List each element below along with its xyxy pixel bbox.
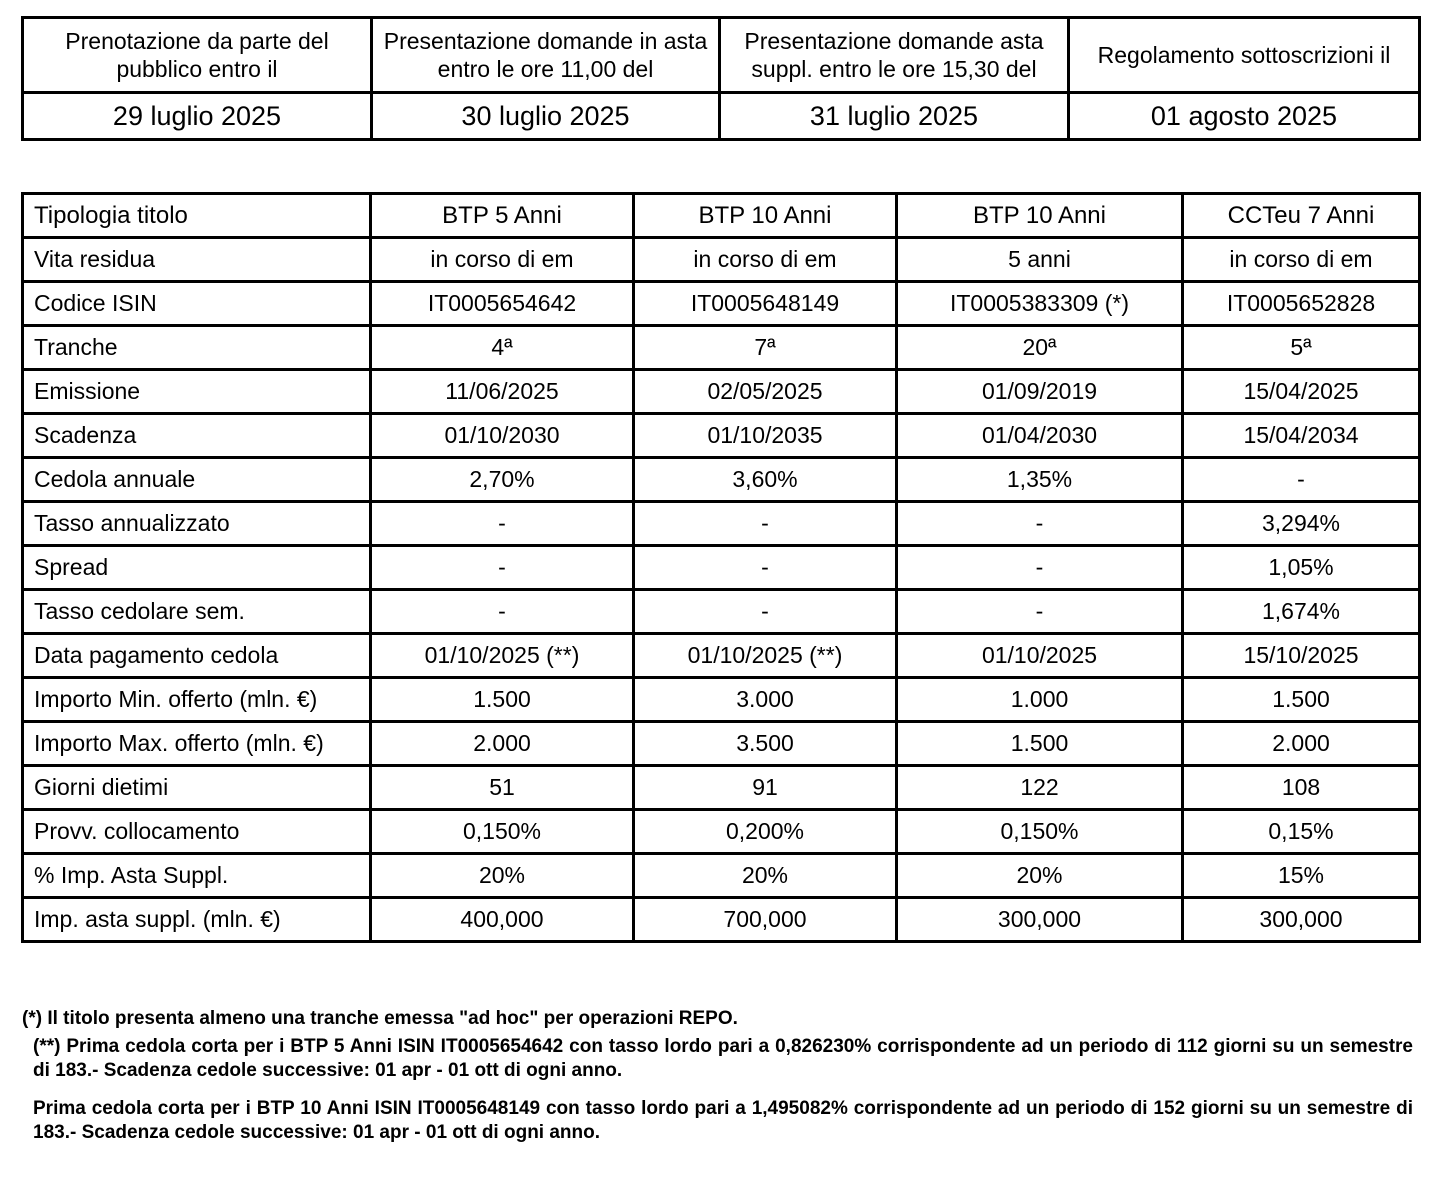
auction-schedule-table — [21, 16, 1421, 141]
schedule-header-supplementary-bids: Presentazione domande asta suppl. entro le ore 15,30 del — [720, 18, 1069, 93]
row-label-cell: Giorni dietimi — [23, 766, 371, 810]
value-cell: 700,000 — [634, 898, 897, 942]
value-cell: 3,60% — [634, 458, 897, 502]
value-cell: 01/10/2030 — [371, 414, 634, 458]
row-label-cell: Cedola annuale — [23, 458, 371, 502]
value-cell: IT0005654642 — [371, 282, 634, 326]
table-row — [23, 502, 1420, 546]
value-cell: 15% — [1183, 854, 1420, 898]
value-cell: 0,150% — [897, 810, 1183, 854]
value-cell: 20% — [897, 854, 1183, 898]
row-label-cell: Tasso cedolare sem. — [23, 590, 371, 634]
table-row — [23, 238, 1420, 282]
value-cell: 300,000 — [897, 898, 1183, 942]
header-cell-btp-5: BTP 5 Anni — [371, 194, 634, 238]
value-cell: 02/05/2025 — [634, 370, 897, 414]
table-row — [23, 634, 1420, 678]
value-cell: in corso di em — [634, 238, 897, 282]
value-cell: - — [897, 502, 1183, 546]
note-btp5-first-coupon: (**) Prima cedola corta per i BTP 5 Anni ISIN IT0005654642 con tasso lordo pari a 0,826230% corrispondente ad un periodo di 112 giorni su un semestre di 183.- Scadenza cedole successive: 01 apr - 01 ott di ogni anno. — [33, 1036, 1413, 1081]
value-cell: - — [897, 590, 1183, 634]
row-label-cell: Spread — [23, 546, 371, 590]
value-cell: 0,150% — [371, 810, 634, 854]
value-cell: in corso di em — [1183, 238, 1420, 282]
value-cell: - — [1183, 458, 1420, 502]
value-cell: 11/06/2025 — [371, 370, 634, 414]
value-cell: 5 anni — [897, 238, 1183, 282]
table-row — [23, 546, 1420, 590]
row-label-cell: Provv. collocamento — [23, 810, 371, 854]
header-cell-ccteu-7: CCTeu 7 Anni — [1183, 194, 1420, 238]
table-row — [23, 854, 1420, 898]
table-row — [23, 458, 1420, 502]
header-cell-btp-10-new: BTP 10 Anni — [634, 194, 897, 238]
value-cell: 108 — [1183, 766, 1420, 810]
table-row — [23, 722, 1420, 766]
value-cell: 3,294% — [1183, 502, 1420, 546]
table-row — [23, 590, 1420, 634]
value-cell: 7ª — [634, 326, 897, 370]
value-cell: 1,674% — [1183, 590, 1420, 634]
value-cell: 0,200% — [634, 810, 897, 854]
value-cell: 2,70% — [371, 458, 634, 502]
table-row — [23, 326, 1420, 370]
schedule-date-settlement: 01 agosto 2025 — [1069, 93, 1420, 140]
schedule-date-auction-bids: 30 luglio 2025 — [372, 93, 720, 140]
value-cell: 51 — [371, 766, 634, 810]
securities-header-row — [23, 194, 1420, 238]
schedule-header-auction-bids: Presentazione domande in asta entro le ore 11,00 del — [372, 18, 720, 93]
table-row — [23, 766, 1420, 810]
table-row — [23, 810, 1420, 854]
header-cell-label: Tipologia titolo — [23, 194, 371, 238]
value-cell: 1,35% — [897, 458, 1183, 502]
value-cell: 15/10/2025 — [1183, 634, 1420, 678]
row-label-cell: Scadenza — [23, 414, 371, 458]
schedule-header-booking: Prenotazione da parte del pubblico entro il — [23, 18, 372, 93]
table-row — [23, 898, 1420, 942]
row-label-cell: Tranche — [23, 326, 371, 370]
value-cell: 3.500 — [634, 722, 897, 766]
value-cell: 1,05% — [1183, 546, 1420, 590]
row-label-cell: Emissione — [23, 370, 371, 414]
value-cell: IT0005652828 — [1183, 282, 1420, 326]
row-label-cell: Vita residua — [23, 238, 371, 282]
value-cell: 20% — [634, 854, 897, 898]
value-cell: - — [371, 590, 634, 634]
value-cell: IT0005383309 (*) — [897, 282, 1183, 326]
value-cell: - — [634, 590, 897, 634]
schedule-header-settlement: Regolamento sottoscrizioni il — [1069, 18, 1420, 93]
value-cell: 20ª — [897, 326, 1183, 370]
value-cell: 01/10/2035 — [634, 414, 897, 458]
row-label-cell: Importo Min. offerto (mln. €) — [23, 678, 371, 722]
table-row — [23, 282, 1420, 326]
value-cell: 300,000 — [1183, 898, 1420, 942]
value-cell: 2.000 — [1183, 722, 1420, 766]
value-cell: 01/04/2030 — [897, 414, 1183, 458]
value-cell: 91 — [634, 766, 897, 810]
value-cell: 3.000 — [634, 678, 897, 722]
table-row — [23, 370, 1420, 414]
value-cell: - — [634, 546, 897, 590]
value-cell: 1.500 — [1183, 678, 1420, 722]
value-cell: - — [634, 502, 897, 546]
value-cell: 4ª — [371, 326, 634, 370]
value-cell: 5ª — [1183, 326, 1420, 370]
note-repo: (*) Il titolo presenta almeno una tranche emessa "ad hoc" per operazioni REPO. — [22, 1008, 738, 1029]
value-cell: 400,000 — [371, 898, 634, 942]
table-row — [23, 678, 1420, 722]
value-cell: 2.000 — [371, 722, 634, 766]
header-cell-btp-10-old: BTP 10 Anni — [897, 194, 1183, 238]
value-cell: 1.000 — [897, 678, 1183, 722]
value-cell: 15/04/2034 — [1183, 414, 1420, 458]
value-cell: 01/10/2025 (**) — [371, 634, 634, 678]
value-cell: - — [371, 546, 634, 590]
value-cell: 0,15% — [1183, 810, 1420, 854]
row-label-cell: % Imp. Asta Suppl. — [23, 854, 371, 898]
value-cell: 20% — [371, 854, 634, 898]
value-cell: 01/09/2019 — [897, 370, 1183, 414]
value-cell: - — [897, 546, 1183, 590]
schedule-dates-row — [23, 93, 1420, 140]
row-label-cell: Imp. asta suppl. (mln. €) — [23, 898, 371, 942]
value-cell: in corso di em — [371, 238, 634, 282]
value-cell: 1.500 — [371, 678, 634, 722]
value-cell: 01/10/2025 — [897, 634, 1183, 678]
row-label-cell: Importo Max. offerto (mln. €) — [23, 722, 371, 766]
value-cell: - — [371, 502, 634, 546]
schedule-date-supplementary-bids: 31 luglio 2025 — [720, 93, 1069, 140]
note-btp10-first-coupon: Prima cedola corta per i BTP 10 Anni ISIN IT0005648149 con tasso lordo pari a 1,495082% corrispondente ad un periodo di 152 giorni su un semestre di 183.- Scadenza cedole successive: 01 apr - 01 ott di ogni anno. — [33, 1098, 1413, 1143]
row-label-cell: Data pagamento cedola — [23, 634, 371, 678]
value-cell: 15/04/2025 — [1183, 370, 1420, 414]
row-label-cell: Codice ISIN — [23, 282, 371, 326]
securities-table — [21, 192, 1421, 943]
securities-table-body — [23, 194, 1420, 942]
schedule-header-row — [23, 18, 1420, 93]
schedule-date-booking: 29 luglio 2025 — [23, 93, 372, 140]
table-row — [23, 414, 1420, 458]
value-cell: IT0005648149 — [634, 282, 897, 326]
value-cell: 1.500 — [897, 722, 1183, 766]
value-cell: 01/10/2025 (**) — [634, 634, 897, 678]
row-label-cell: Tasso annualizzato — [23, 502, 371, 546]
value-cell: 122 — [897, 766, 1183, 810]
